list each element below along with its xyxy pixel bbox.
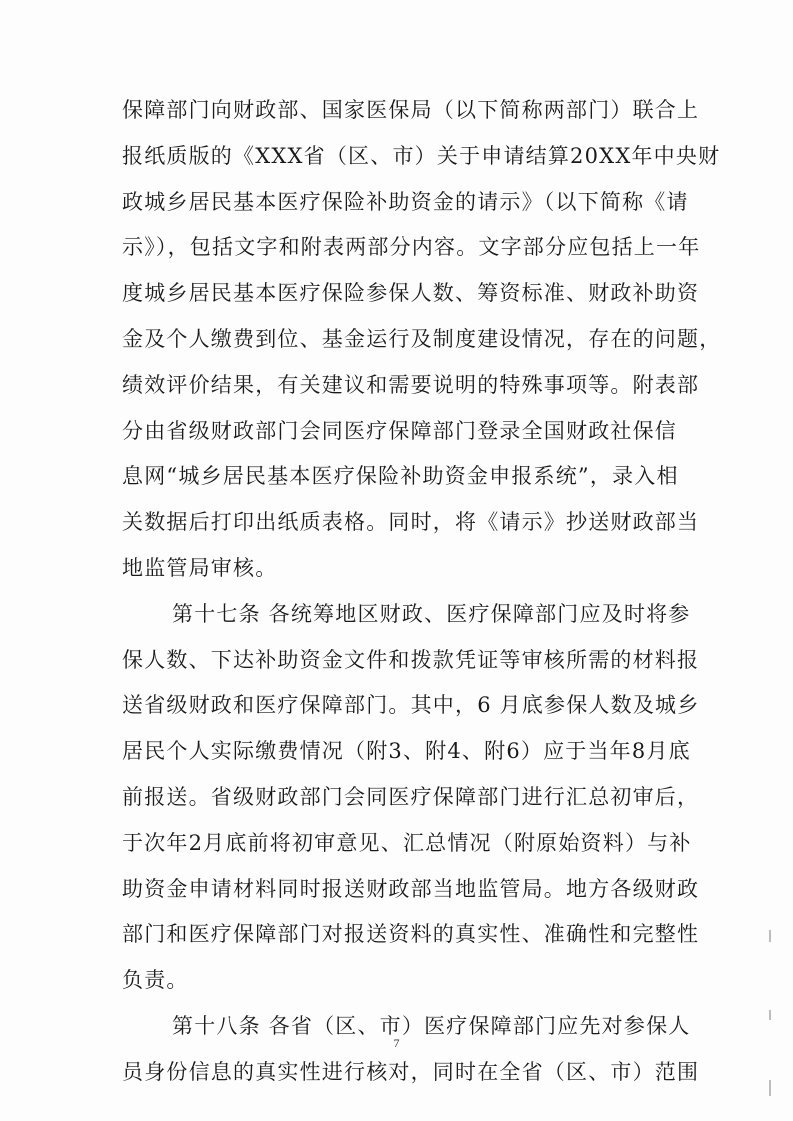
page-number: 7	[393, 1036, 400, 1050]
text-line: 于次年2月底前将初审意见、汇总情况（附原始资料）与补	[122, 830, 692, 855]
scan-edge-mark	[769, 930, 771, 942]
text-line: 金及个人缴费到位、基金运行及制度建设情况，存在的问题，	[122, 326, 722, 351]
text-line: 关数据后打印出纸质表格。同时，将《请示》抄送财政部当	[122, 510, 700, 535]
text-line: 居民个人实际缴费情况（附3、附4、附6）应于当年8月底	[122, 739, 691, 764]
article-17-heading-line: 第十七条 各统筹地区财政、医疗保障部门应及时将参	[172, 601, 691, 626]
text-line: 前报送。省级财政部门会同医疗保障部门进行汇总初审后，	[122, 784, 700, 809]
article-18-heading-line: 第十八条 各省（区、市）医疗保障部门应先对参保人	[172, 1013, 691, 1038]
text-line: 负责。	[122, 968, 189, 993]
text-line: 息网“城乡居民基本医疗保险补助资金申报系统”，录入相	[122, 464, 679, 489]
body-text	[122, 88, 722, 1096]
text-line: 助资金申请材料同时报送财政部当地监管局。地方各级财政	[122, 876, 700, 901]
text-line: 分由省级财政部门会同医疗保障部门登录全国财政社保信	[122, 418, 677, 443]
text-line: 政城乡居民基本医疗保险补助资金的请示》（以下简称《请	[122, 189, 689, 214]
text-line: 送省级财政和医疗保障部门。其中，6 月底参保人数及城乡	[122, 693, 700, 718]
text-line: 部门和医疗保障部门对报送资料的真实性、准确性和完整性	[122, 922, 700, 947]
text-line: 员身份信息的真实性进行核对，同时在全省（区、市）范围	[122, 1059, 700, 1084]
text-line: 示》），包括文字和附表两部分内容。文字部分应包括上一年	[122, 235, 701, 260]
text-line: 保障部门向财政部、国家医保局（以下简称两部门）联合上	[122, 98, 700, 122]
text-line: 报纸质版的《XXX省（区、市）关于申请结算20XX年中央财	[122, 143, 721, 168]
text-line: 绩效评价结果，有关建议和需要说明的特殊事项等。附表部	[122, 372, 700, 397]
scan-edge-mark	[769, 1010, 771, 1020]
text-line: 度城乡居民基本医疗保险参保人数、筹资标准、财政补助资	[122, 281, 700, 306]
text-line: 保人数、下达补助资金文件和拨款凭证等审核所需的材料报	[122, 647, 700, 672]
scan-edge-mark	[769, 1080, 771, 1096]
text-line: 地监管局审核。	[122, 555, 278, 580]
